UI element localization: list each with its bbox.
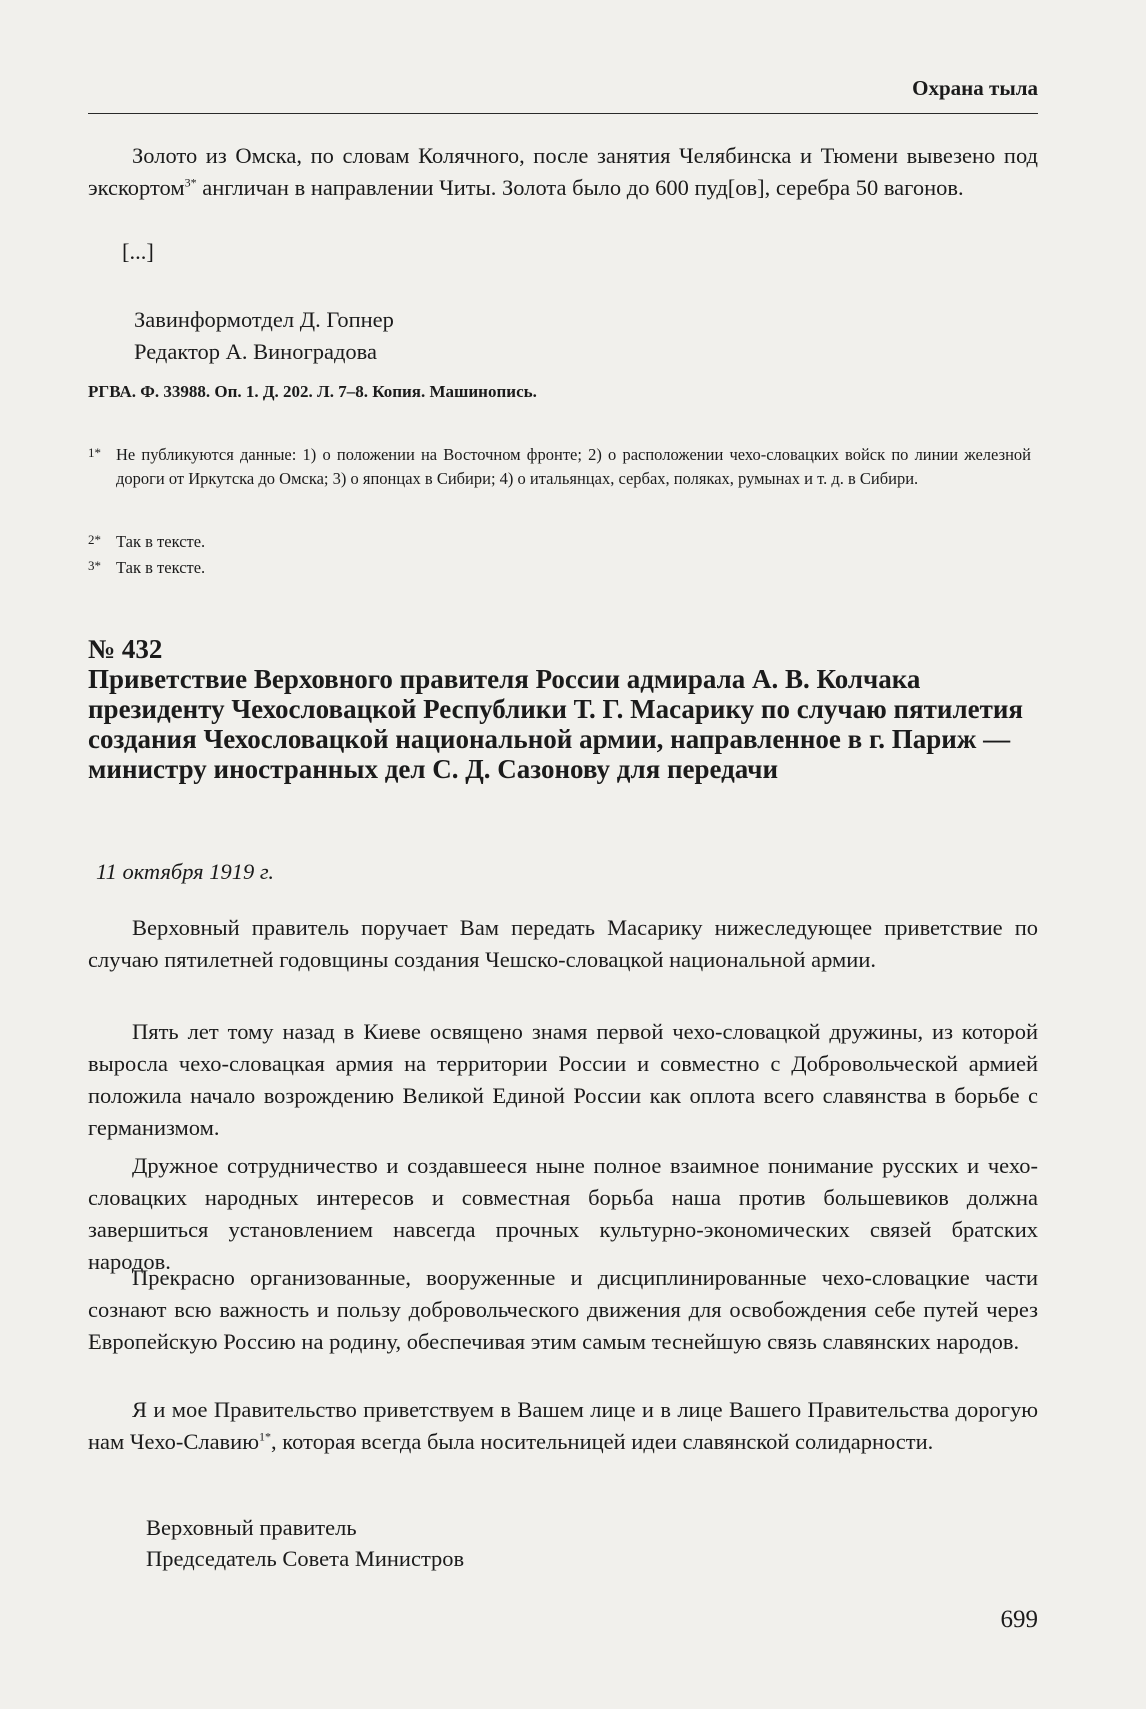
signature-supreme-ruler: Верховный правитель	[146, 1515, 357, 1540]
footnote-text: Так в тексте.	[116, 532, 206, 551]
body-paragraph: Верховный правитель поручает Вам передать Масарику нижеследующее приветствие по случаю пятилетней годовщины создания Чешско-словацкой национальной армии.	[88, 915, 1038, 972]
footnote	[88, 443, 1038, 491]
body-paragraph: Прекрасно организованные, вооруженные и дисциплинированные чехо-словацкие части сознают всю важность и пользу добровольческого движения для освобождения себе путей через Европейскую Россию на родину, обеспечивая этим самым теснейшую связь славянских народов.	[88, 1265, 1038, 1354]
signature-editor: Редактор А. Виноградова	[134, 339, 377, 364]
document-date: 11 октября 1919 г.	[96, 859, 275, 884]
header-rule	[88, 113, 1038, 114]
note-mark: 3*	[184, 175, 197, 190]
footnote-text: Так в тексте.	[116, 558, 206, 577]
ellipsis: [...]	[122, 239, 154, 264]
body-paragraph: Дружное сотрудничество и создавшееся ныне полное взаимное понимание русских и чехо-словацких народных интересов и совместная борьба наша против большевиков должна завершиться установлением навсегда прочных культурно-экономических связей братских народов.	[88, 1153, 1038, 1274]
footnote-mark: 3*	[88, 558, 101, 573]
top-paragraph-rest: англичан в направлении Читы. Золота было до 600 пуд[ов], серебра 50 вагонов.	[196, 175, 964, 200]
footnote-mark: 2*	[88, 532, 101, 547]
top-paragraph-text: Золото из Омска, по словам Колячного, после занятия Челябинска и Тюмени вывезено под экскортом	[88, 143, 1038, 200]
footnote-mark: 1*	[88, 445, 101, 460]
signature-informotdel: Завинформотдел Д. Гопнер	[134, 307, 394, 332]
archive-source: РГВА. Ф. 33988. Оп. 1. Д. 202. Л. 7–8. Копия. Машинопись.	[88, 382, 537, 401]
body-paragraph-last	[88, 1394, 1038, 1458]
footnote-text: Не публикуются данные: 1) о положении на Восточном фронте; 2) о расположении чехо-словацких войск по линии железной дороги от Иркутска до Омска; 3) о японцах в Сибири; 4) о итальянцах, сербах, поляках, румынах и т. д. в Сибири.	[116, 445, 1031, 488]
document-number: № 432	[88, 634, 163, 664]
footnote-ref: 1*	[259, 1429, 272, 1444]
last-paragraph-text: Я и мое Правительство приветствуем в Вашем лице и в лице Вашего Правительства дорогую нам Чехо-Славию	[88, 1397, 1038, 1454]
top-paragraph	[88, 140, 1038, 204]
running-head: Охрана тыла	[912, 76, 1038, 100]
page-number: 699	[1000, 1606, 1038, 1633]
footnote	[88, 556, 1038, 580]
footnote	[88, 530, 1038, 554]
body-paragraph: Пять лет тому назад в Киеве освящено знамя первой чехо-словацкой дружины, из которой выросла чехо-словацкая армия на территории России и совместно с Добровольческой армией положила начало возрождению Великой Единой России как оплота всего славянства в борьбе с германизмом.	[88, 1019, 1038, 1140]
signature-council-chairman: Председатель Совета Министров	[146, 1546, 465, 1571]
last-paragraph-rest: , которая всегда была носительницей идеи славянской солидарности.	[271, 1429, 934, 1454]
document-title: Приветствие Верховного правителя России адмирала А. В. Колчака президенту Чехословацкой Республики Т. Г. Масарику по случаю пятилетия создания Чехословацкой национальной армии, направленное в г. Париж — министру иностранных дел С. Д. Сазонову для передачи	[88, 664, 1024, 784]
